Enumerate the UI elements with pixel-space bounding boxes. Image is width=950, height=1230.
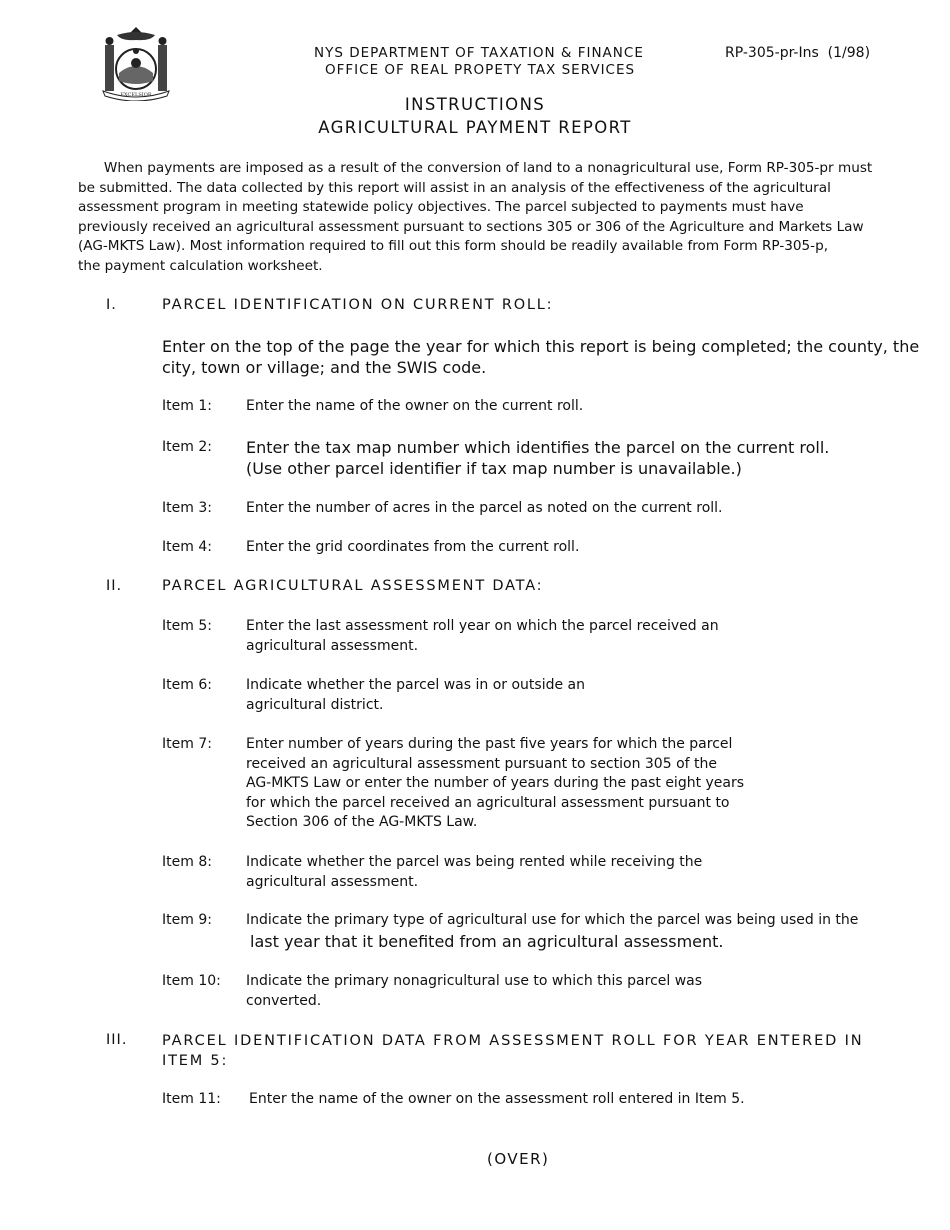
item-10-label: Item 10:: [162, 973, 221, 989]
section-2-number: II.: [106, 578, 123, 594]
intro-line-6: the payment calculation worksheet.: [78, 257, 323, 274]
item-6-label: Item 6:: [162, 677, 212, 693]
doc-title-line-2: AGRICULTURAL PAYMENT REPORT: [318, 118, 632, 137]
item-1-text: Enter the name of the owner on the current roll.: [246, 398, 584, 414]
item-4-text: Enter the grid coordinates from the current roll.: [246, 539, 580, 555]
over-indicator: (OVER): [487, 1150, 550, 1168]
item-8-label: Item 8:: [162, 854, 212, 870]
item-3-label: Item 3:: [162, 500, 212, 516]
item-6-text: Indicate whether the parcel was in or outside an agricultural district.: [246, 677, 585, 713]
form-code: RP-305-pr-Ins (1/98): [725, 45, 871, 61]
item-11-text: Enter the name of the owner on the assessment roll entered in Item 5.: [249, 1091, 745, 1107]
item-2-text: Enter the tax map number which identifies the parcel on the current roll. (Use other parcel identifier if tax map number is unavailable.): [246, 438, 830, 478]
item-5-label: Item 5:: [162, 618, 212, 634]
item-1-label: Item 1:: [162, 398, 212, 414]
section-1-intro: Enter on the top of the page the year for which this report is being completed; the county, the city, town or village; and the SWIS code.: [162, 337, 920, 377]
item-2-label: Item 2:: [162, 439, 212, 455]
section-1-title: PARCEL IDENTIFICATION ON CURRENT ROLL:: [162, 297, 554, 313]
intro-line-4: previously received an agricultural assessment pursuant to sections 305 or 306 of the Agriculture and Markets Law: [78, 218, 864, 235]
intro-line-3: assessment program in meeting statewide policy objectives. The parcel subjected to payments must have: [78, 199, 804, 216]
item-8-text: Indicate whether the parcel was being rented while receiving the agricultural assessment.: [246, 854, 703, 890]
item-11-label: Item 11:: [162, 1091, 221, 1107]
section-1-number: I.: [106, 297, 117, 313]
item-10-text: Indicate the primary nonagricultural use to which this parcel was converted.: [246, 973, 703, 1009]
section-3-title: PARCEL IDENTIFICATION DATA FROM ASSESSMENT ROLL FOR YEAR ENTERED IN ITEM 5:: [162, 1033, 864, 1069]
intro-line-2: be submitted. The data collected by this report will assist in an analysis of the effectiveness of the agricultural: [78, 179, 831, 196]
item-3-text: Enter the number of acres in the parcel as noted on the current roll.: [246, 500, 723, 516]
department-line-2: OFFICE OF REAL PROPETY TAX SERVICES: [325, 62, 636, 78]
section-3-number: III.: [106, 1032, 128, 1048]
intro-line-1: When payments are imposed as a result of the conversion of land to a nonagricultural use, Form RP-305-pr must: [78, 160, 873, 176]
seal-motto: EXCELSIOR: [120, 92, 152, 98]
item-5-text: Enter the last assessment roll year on which the parcel received an agricultural assessment.: [246, 618, 719, 654]
item-4-label: Item 4:: [162, 539, 212, 555]
item-9-label: Item 9:: [162, 912, 212, 928]
intro-line-5: (AG-MKTS Law). Most information required to fill out this form should be readily available from Form RP-305-p,: [78, 238, 829, 255]
nys-seal-logo: [97, 25, 175, 101]
item-7-text: Enter number of years during the past five years for which the parcel received an agricultural assessment pursuant to section 305 of the AG-MKTS Law or enter the number of years during the past eight years for which the parcel received an agricultural assessment pursuant to Section 306 of the AG-MKTS Law.: [246, 736, 745, 831]
section-2-title: PARCEL AGRICULTURAL ASSESSMENT DATA:: [162, 578, 544, 594]
item-7-label: Item 7:: [162, 736, 212, 752]
intro-paragraph: [78, 159, 878, 277]
department-line-1: NYS DEPARTMENT OF TAXATION & FINANCE: [314, 45, 644, 61]
item-9-text: Indicate the primary type of agricultural use for which the parcel was being used in the last year that it benefited from an agricultural assessment.: [246, 912, 859, 951]
doc-title-line-1: INSTRUCTIONS: [404, 95, 546, 114]
